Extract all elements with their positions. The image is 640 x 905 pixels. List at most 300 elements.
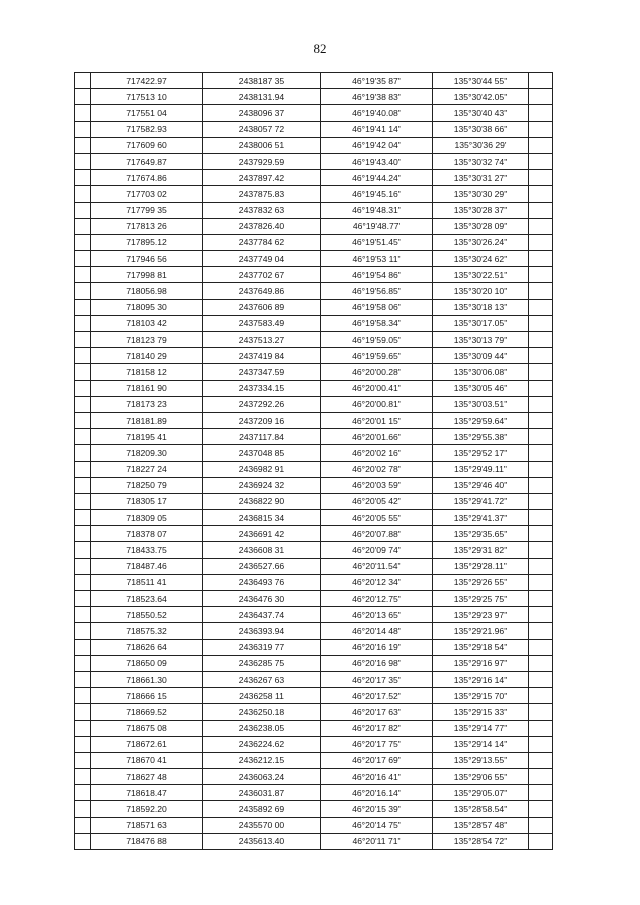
longitude-cell: 135°30'17.05"	[433, 315, 529, 331]
x-coordinate-cell: 718140 29	[91, 348, 203, 364]
y-coordinate-cell: 2436031.87	[203, 785, 321, 801]
empty-index-cell	[75, 591, 91, 607]
longitude-cell: 135°30'40 43"	[433, 105, 529, 121]
latitude-cell: 46°20'11 71"	[321, 833, 433, 849]
empty-notes-cell	[529, 105, 553, 121]
table-row	[75, 688, 553, 704]
latitude-cell: 46°19'40.08"	[321, 105, 433, 121]
empty-notes-cell	[529, 412, 553, 428]
longitude-cell: 135°29'25 75"	[433, 591, 529, 607]
page-number: 82	[313, 41, 327, 56]
empty-notes-cell	[529, 461, 553, 477]
y-coordinate-cell: 2437606 89	[203, 299, 321, 315]
x-coordinate-cell: 717895.12	[91, 234, 203, 250]
x-coordinate-cell: 717998 81	[91, 267, 203, 283]
longitude-cell: 135°30'36 29'	[433, 137, 529, 153]
latitude-cell: 46°19'54 86"	[321, 267, 433, 283]
table-row	[75, 429, 553, 445]
longitude-cell: 135°29'41.37"	[433, 510, 529, 526]
x-coordinate-cell: 718669.52	[91, 704, 203, 720]
table-row	[75, 769, 553, 785]
latitude-cell: 46°20'14 75"	[321, 817, 433, 833]
x-coordinate-cell: 717703 02	[91, 186, 203, 202]
x-coordinate-cell: 717799 35	[91, 202, 203, 218]
x-coordinate-cell: 717674.86	[91, 170, 203, 186]
longitude-cell: 135°30'28 37"	[433, 202, 529, 218]
empty-notes-cell	[529, 89, 553, 105]
empty-notes-cell	[529, 526, 553, 542]
table-row	[75, 186, 553, 202]
longitude-cell: 135°30'05 46"	[433, 380, 529, 396]
latitude-cell: 46°19'38 83"	[321, 89, 433, 105]
table-row	[75, 623, 553, 639]
longitude-cell: 135°29'06 55"	[433, 769, 529, 785]
table-row	[75, 234, 553, 250]
y-coordinate-cell: 2437784 62	[203, 234, 321, 250]
empty-index-cell	[75, 655, 91, 671]
latitude-cell: 46°20'12 34"	[321, 574, 433, 590]
y-coordinate-cell: 2437929.59	[203, 153, 321, 169]
x-coordinate-cell: 718618.47	[91, 785, 203, 801]
empty-index-cell	[75, 558, 91, 574]
longitude-cell: 135°30'38 66"	[433, 121, 529, 137]
y-coordinate-cell: 2436258 11	[203, 688, 321, 704]
longitude-cell: 135°29'41.72"	[433, 493, 529, 509]
table-row	[75, 170, 553, 186]
empty-notes-cell	[529, 380, 553, 396]
latitude-cell: 46°20'05 42"	[321, 493, 433, 509]
y-coordinate-cell: 2437292.26	[203, 396, 321, 412]
y-coordinate-cell: 2436250.18	[203, 704, 321, 720]
coordinates-table-container	[74, 72, 552, 850]
y-coordinate-cell: 2437832 63	[203, 202, 321, 218]
x-coordinate-cell: 718592.20	[91, 801, 203, 817]
x-coordinate-cell: 718056.98	[91, 283, 203, 299]
latitude-cell: 46°19'51.45"	[321, 234, 433, 250]
empty-notes-cell	[529, 671, 553, 687]
longitude-cell: 135°29'16 14"	[433, 671, 529, 687]
latitude-cell: 46°19'35 87"	[321, 73, 433, 89]
empty-notes-cell	[529, 477, 553, 493]
x-coordinate-cell: 718195 41	[91, 429, 203, 445]
table-row	[75, 542, 553, 558]
empty-index-cell	[75, 445, 91, 461]
empty-notes-cell	[529, 121, 553, 137]
x-coordinate-cell: 718173 23	[91, 396, 203, 412]
y-coordinate-cell: 2435892 69	[203, 801, 321, 817]
longitude-cell: 135°30'13 79"	[433, 332, 529, 348]
empty-notes-cell	[529, 558, 553, 574]
empty-index-cell	[75, 688, 91, 704]
longitude-cell: 135°30'20 10"	[433, 283, 529, 299]
longitude-cell: 135°29'26 55"	[433, 574, 529, 590]
empty-notes-cell	[529, 445, 553, 461]
x-coordinate-cell: 718181.89	[91, 412, 203, 428]
table-row	[75, 671, 553, 687]
empty-notes-cell	[529, 299, 553, 315]
y-coordinate-cell: 2436238.05	[203, 720, 321, 736]
empty-index-cell	[75, 105, 91, 121]
y-coordinate-cell: 2436493 76	[203, 574, 321, 590]
empty-index-cell	[75, 380, 91, 396]
x-coordinate-cell: 718378 07	[91, 526, 203, 542]
latitude-cell: 46°19'48.77'	[321, 218, 433, 234]
latitude-cell: 46°19'44.24"	[321, 170, 433, 186]
x-coordinate-cell: 718575.32	[91, 623, 203, 639]
empty-index-cell	[75, 623, 91, 639]
x-coordinate-cell: 718250 79	[91, 477, 203, 493]
empty-notes-cell	[529, 591, 553, 607]
table-row	[75, 493, 553, 509]
x-coordinate-cell: 717422.97	[91, 73, 203, 89]
empty-notes-cell	[529, 817, 553, 833]
empty-notes-cell	[529, 833, 553, 849]
empty-index-cell	[75, 218, 91, 234]
latitude-cell: 46°20'13 65"	[321, 607, 433, 623]
table-row	[75, 461, 553, 477]
empty-notes-cell	[529, 688, 553, 704]
x-coordinate-cell: 718433.75	[91, 542, 203, 558]
empty-notes-cell	[529, 429, 553, 445]
empty-index-cell	[75, 396, 91, 412]
table-row	[75, 639, 553, 655]
x-coordinate-cell: 718626 64	[91, 639, 203, 655]
empty-notes-cell	[529, 510, 553, 526]
empty-notes-cell	[529, 137, 553, 153]
x-coordinate-cell: 718627 48	[91, 769, 203, 785]
empty-index-cell	[75, 412, 91, 428]
x-coordinate-cell: 718672.61	[91, 736, 203, 752]
empty-index-cell	[75, 477, 91, 493]
y-coordinate-cell: 2436982 91	[203, 461, 321, 477]
table-row	[75, 510, 553, 526]
empty-notes-cell	[529, 315, 553, 331]
empty-index-cell	[75, 607, 91, 623]
x-coordinate-cell: 717946 56	[91, 251, 203, 267]
y-coordinate-cell: 2436527.66	[203, 558, 321, 574]
empty-index-cell	[75, 234, 91, 250]
empty-notes-cell	[529, 720, 553, 736]
y-coordinate-cell: 2437897.42	[203, 170, 321, 186]
longitude-cell: 135°29'59.64"	[433, 412, 529, 428]
latitude-cell: 46°20'09 74"	[321, 542, 433, 558]
longitude-cell: 135°29'13.55"	[433, 752, 529, 768]
longitude-cell: 135°30'28 09"	[433, 218, 529, 234]
empty-index-cell	[75, 574, 91, 590]
longitude-cell: 135°30'30 29"	[433, 186, 529, 202]
y-coordinate-cell: 2436608 31	[203, 542, 321, 558]
y-coordinate-cell: 2437749 04	[203, 251, 321, 267]
longitude-cell: 135°29'18 54"	[433, 639, 529, 655]
longitude-cell: 135°29'55.38"	[433, 429, 529, 445]
empty-notes-cell	[529, 655, 553, 671]
empty-notes-cell	[529, 267, 553, 283]
y-coordinate-cell: 2436224.62	[203, 736, 321, 752]
y-coordinate-cell: 2437347.59	[203, 364, 321, 380]
table-row	[75, 412, 553, 428]
latitude-cell: 46°20'00.81"	[321, 396, 433, 412]
longitude-cell: 135°29'14 77"	[433, 720, 529, 736]
longitude-cell: 135°29'15 70"	[433, 688, 529, 704]
x-coordinate-cell: 718095 30	[91, 299, 203, 315]
empty-index-cell	[75, 671, 91, 687]
empty-notes-cell	[529, 234, 553, 250]
latitude-cell: 46°20'03 59"	[321, 477, 433, 493]
y-coordinate-cell: 2437334.15	[203, 380, 321, 396]
empty-index-cell	[75, 251, 91, 267]
y-coordinate-cell: 2436691 42	[203, 526, 321, 542]
table-row	[75, 315, 553, 331]
latitude-cell: 46°20'05 55"	[321, 510, 433, 526]
longitude-cell: 135°29'16 97"	[433, 655, 529, 671]
empty-index-cell	[75, 299, 91, 315]
y-coordinate-cell: 2436212.15	[203, 752, 321, 768]
empty-index-cell	[75, 89, 91, 105]
table-row	[75, 817, 553, 833]
table-row	[75, 445, 553, 461]
latitude-cell: 46°20'11.54"	[321, 558, 433, 574]
longitude-cell: 135°30'18 13"	[433, 299, 529, 315]
x-coordinate-cell: 718661.30	[91, 671, 203, 687]
y-coordinate-cell: 2436393.94	[203, 623, 321, 639]
table-row	[75, 396, 553, 412]
y-coordinate-cell: 2437826.40	[203, 218, 321, 234]
y-coordinate-cell: 2436437.74	[203, 607, 321, 623]
empty-index-cell	[75, 817, 91, 833]
y-coordinate-cell: 2436267 63	[203, 671, 321, 687]
empty-index-cell	[75, 461, 91, 477]
latitude-cell: 46°20'16 41"	[321, 769, 433, 785]
empty-notes-cell	[529, 704, 553, 720]
empty-index-cell	[75, 704, 91, 720]
y-coordinate-cell: 2436476 30	[203, 591, 321, 607]
latitude-cell: 46°19'58 06"	[321, 299, 433, 315]
empty-index-cell	[75, 283, 91, 299]
longitude-cell: 135°29'52 17"	[433, 445, 529, 461]
latitude-cell: 46°19'59.05"	[321, 332, 433, 348]
latitude-cell: 46°19'41 14"	[321, 121, 433, 137]
coordinates-table-body	[75, 73, 553, 850]
x-coordinate-cell: 718550.52	[91, 607, 203, 623]
table-row	[75, 704, 553, 720]
x-coordinate-cell: 717649.87	[91, 153, 203, 169]
x-coordinate-cell: 718227 24	[91, 461, 203, 477]
table-row	[75, 218, 553, 234]
longitude-cell: 135°29'21.96"	[433, 623, 529, 639]
empty-index-cell	[75, 752, 91, 768]
y-coordinate-cell: 2438187 35	[203, 73, 321, 89]
latitude-cell: 46°19'56.85"	[321, 283, 433, 299]
latitude-cell: 46°20'16.14"	[321, 785, 433, 801]
empty-index-cell	[75, 493, 91, 509]
y-coordinate-cell: 2437209 16	[203, 412, 321, 428]
empty-notes-cell	[529, 396, 553, 412]
longitude-cell: 135°29'23 97"	[433, 607, 529, 623]
y-coordinate-cell: 2437117.84	[203, 429, 321, 445]
longitude-cell: 135°29'35.65"	[433, 526, 529, 542]
latitude-cell: 46°20'17 63"	[321, 704, 433, 720]
x-coordinate-cell: 718476 88	[91, 833, 203, 849]
empty-notes-cell	[529, 736, 553, 752]
longitude-cell: 135°28'54 72"	[433, 833, 529, 849]
longitude-cell: 135°30'03.51"	[433, 396, 529, 412]
table-row	[75, 299, 553, 315]
empty-notes-cell	[529, 493, 553, 509]
x-coordinate-cell: 717513 10	[91, 89, 203, 105]
empty-notes-cell	[529, 251, 553, 267]
longitude-cell: 135°30'32 74"	[433, 153, 529, 169]
x-coordinate-cell: 718209.30	[91, 445, 203, 461]
x-coordinate-cell: 718666 15	[91, 688, 203, 704]
longitude-cell: 135°30'31 27"	[433, 170, 529, 186]
y-coordinate-cell: 2437048 85	[203, 445, 321, 461]
table-row	[75, 105, 553, 121]
empty-index-cell	[75, 170, 91, 186]
longitude-cell: 135°30'42.05"	[433, 89, 529, 105]
latitude-cell: 46°20'07.88"	[321, 526, 433, 542]
longitude-cell: 135°29'05.07"	[433, 785, 529, 801]
latitude-cell: 46°20'17 35"	[321, 671, 433, 687]
x-coordinate-cell: 718511 41	[91, 574, 203, 590]
y-coordinate-cell: 2436924 32	[203, 477, 321, 493]
empty-index-cell	[75, 736, 91, 752]
empty-index-cell	[75, 202, 91, 218]
empty-notes-cell	[529, 607, 553, 623]
table-row	[75, 251, 553, 267]
table-row	[75, 137, 553, 153]
empty-index-cell	[75, 315, 91, 331]
longitude-cell: 135°29'46 40"	[433, 477, 529, 493]
latitude-cell: 46°19'43.40"	[321, 153, 433, 169]
table-row	[75, 364, 553, 380]
x-coordinate-cell: 718305 17	[91, 493, 203, 509]
y-coordinate-cell: 2437649.86	[203, 283, 321, 299]
empty-notes-cell	[529, 752, 553, 768]
y-coordinate-cell: 2435613.40	[203, 833, 321, 849]
y-coordinate-cell: 2436822 90	[203, 493, 321, 509]
latitude-cell: 46°19'48.31"	[321, 202, 433, 218]
empty-notes-cell	[529, 170, 553, 186]
latitude-cell: 46°20'01.66"	[321, 429, 433, 445]
table-row	[75, 574, 553, 590]
empty-index-cell	[75, 510, 91, 526]
y-coordinate-cell: 2438057 72	[203, 121, 321, 137]
y-coordinate-cell: 2438131.94	[203, 89, 321, 105]
empty-index-cell	[75, 542, 91, 558]
table-row	[75, 89, 553, 105]
y-coordinate-cell: 2436319 77	[203, 639, 321, 655]
table-row	[75, 655, 553, 671]
x-coordinate-cell: 717551 04	[91, 105, 203, 121]
table-row	[75, 202, 553, 218]
latitude-cell: 46°20'16 98"	[321, 655, 433, 671]
x-coordinate-cell: 717813 26	[91, 218, 203, 234]
x-coordinate-cell: 717582.93	[91, 121, 203, 137]
table-row	[75, 283, 553, 299]
longitude-cell: 135°29'14 14"	[433, 736, 529, 752]
table-row	[75, 348, 553, 364]
latitude-cell: 46°19'53 11"	[321, 251, 433, 267]
y-coordinate-cell: 2437513.27	[203, 332, 321, 348]
table-row	[75, 833, 553, 849]
empty-notes-cell	[529, 348, 553, 364]
latitude-cell: 46°20'16 19"	[321, 639, 433, 655]
x-coordinate-cell: 718523.64	[91, 591, 203, 607]
empty-index-cell	[75, 526, 91, 542]
empty-index-cell	[75, 720, 91, 736]
table-row	[75, 736, 553, 752]
table-row	[75, 267, 553, 283]
longitude-cell: 135°29'28.11"	[433, 558, 529, 574]
longitude-cell: 135°29'49.11"	[433, 461, 529, 477]
empty-index-cell	[75, 769, 91, 785]
x-coordinate-cell: 718670 41	[91, 752, 203, 768]
empty-notes-cell	[529, 785, 553, 801]
table-row	[75, 607, 553, 623]
table-row	[75, 380, 553, 396]
longitude-cell: 135°30'06.08"	[433, 364, 529, 380]
empty-notes-cell	[529, 639, 553, 655]
latitude-cell: 46°20'02 78"	[321, 461, 433, 477]
y-coordinate-cell: 2435570 00	[203, 817, 321, 833]
empty-notes-cell	[529, 218, 553, 234]
latitude-cell: 46°19'45.16"	[321, 186, 433, 202]
table-row	[75, 558, 553, 574]
empty-index-cell	[75, 267, 91, 283]
y-coordinate-cell: 2436063.24	[203, 769, 321, 785]
empty-notes-cell	[529, 801, 553, 817]
longitude-cell: 135°29'15 33"	[433, 704, 529, 720]
latitude-cell: 46°20'00.28"	[321, 364, 433, 380]
y-coordinate-cell: 2438096 37	[203, 105, 321, 121]
longitude-cell: 135°30'44 55"	[433, 73, 529, 89]
empty-index-cell	[75, 833, 91, 849]
y-coordinate-cell: 2437875.83	[203, 186, 321, 202]
longitude-cell: 135°30'24 62"	[433, 251, 529, 267]
empty-notes-cell	[529, 283, 553, 299]
table-row	[75, 121, 553, 137]
table-row	[75, 153, 553, 169]
empty-index-cell	[75, 121, 91, 137]
x-coordinate-cell: 718103 42	[91, 315, 203, 331]
longitude-cell: 135°30'22.51"	[433, 267, 529, 283]
latitude-cell: 46°20'00.41"	[321, 380, 433, 396]
latitude-cell: 46°20'17.52"	[321, 688, 433, 704]
latitude-cell: 46°19'42 04"	[321, 137, 433, 153]
empty-index-cell	[75, 332, 91, 348]
latitude-cell: 46°20'01 15"	[321, 412, 433, 428]
empty-index-cell	[75, 364, 91, 380]
latitude-cell: 46°20'17 82"	[321, 720, 433, 736]
latitude-cell: 46°20'17 75"	[321, 736, 433, 752]
x-coordinate-cell: 718123 79	[91, 332, 203, 348]
latitude-cell: 46°20'14 48"	[321, 623, 433, 639]
y-coordinate-cell: 2436815 34	[203, 510, 321, 526]
empty-notes-cell	[529, 153, 553, 169]
table-row	[75, 526, 553, 542]
y-coordinate-cell: 2437583.49	[203, 315, 321, 331]
empty-notes-cell	[529, 202, 553, 218]
x-coordinate-cell: 718161 90	[91, 380, 203, 396]
table-row	[75, 720, 553, 736]
longitude-cell: 135°30'09 44"	[433, 348, 529, 364]
empty-notes-cell	[529, 332, 553, 348]
empty-notes-cell	[529, 623, 553, 639]
x-coordinate-cell: 717609 60	[91, 137, 203, 153]
latitude-cell: 46°19'58.34"	[321, 315, 433, 331]
empty-index-cell	[75, 186, 91, 202]
empty-index-cell	[75, 73, 91, 89]
